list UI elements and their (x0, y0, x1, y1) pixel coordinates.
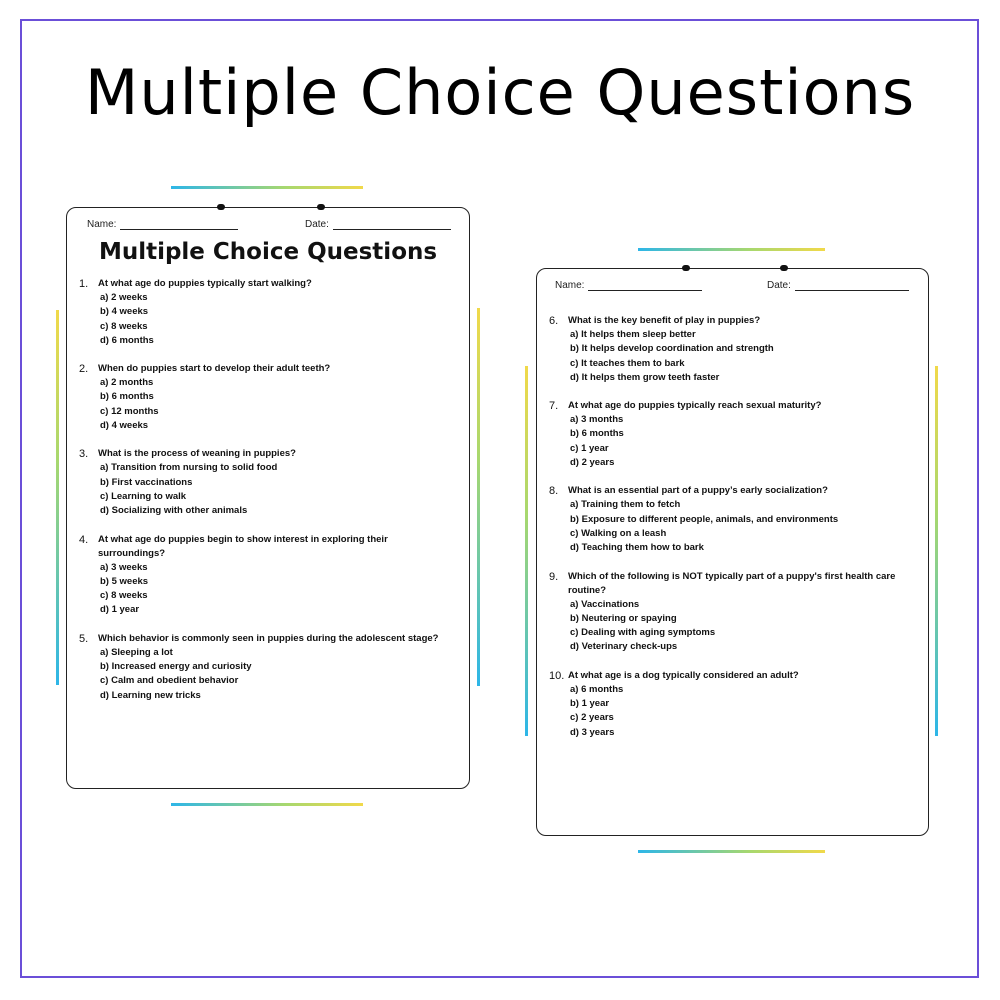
decor-line-left-inner (477, 308, 480, 686)
decor-line-right-inner (935, 366, 938, 736)
question-text: Which behavior is commonly seen in puppies during the adolescent stage? (98, 632, 439, 644)
answer-option: b) 5 weeks (100, 575, 149, 587)
question-number: 9. (549, 570, 559, 583)
page-title: Multiple Choice Questions (84, 56, 916, 129)
name-label: Name: (87, 219, 117, 230)
question-number: 3. (79, 448, 89, 461)
answer-option: c) Dealing with aging symptoms (570, 627, 716, 639)
decor-line-left-outer (56, 310, 59, 685)
question-item (79, 447, 455, 518)
question-number: 5. (79, 632, 89, 645)
question-text: At what age do puppies typically start walking? (98, 278, 312, 289)
answer-option: d) Socializing with other animals (100, 505, 248, 517)
binder-clip (682, 265, 690, 271)
name-blank (588, 280, 702, 291)
question-text: At what age is a dog typically considered an adult? (568, 669, 799, 681)
answer-option: a) 2 weeks (100, 292, 148, 303)
decor-line-right-outer (525, 366, 528, 736)
answer-option: b) Exposure to different people, animals, and environments (570, 513, 839, 525)
answer-option: b) It helps develop coordination and strength (570, 343, 774, 355)
question-item (549, 669, 914, 740)
answer-option: c) Walking on a leash (570, 527, 667, 539)
answer-option: b) First vaccinations (100, 476, 193, 488)
question-text: What is the process of weaning in puppies? (98, 448, 296, 460)
answer-option: b) Neutering or spaying (570, 612, 677, 624)
answer-option: c) It teaches them to bark (570, 357, 685, 369)
binder-clip (780, 265, 788, 271)
answer-option: c) 8 weeks (100, 320, 148, 332)
binder-clip (317, 204, 325, 210)
date-blank (333, 219, 451, 230)
answer-option: d) 3 years (570, 726, 615, 738)
question-item (549, 314, 914, 385)
worksheet-page-1 (66, 207, 470, 789)
answer-option: d) Veterinary check-ups (570, 641, 678, 653)
answer-option: c) 8 weeks (100, 590, 148, 602)
question-number: 6. (549, 315, 559, 327)
answer-option: a) Training them to fetch (570, 499, 681, 511)
answer-option: a) 3 months (570, 414, 624, 426)
decor-line-bottom-left (171, 803, 363, 806)
question-text: What is the key benefit of play in puppies? (568, 315, 761, 326)
date-label: Date: (305, 219, 329, 230)
date-blank (795, 280, 909, 291)
question-text: When do puppies start to develop their adult teeth? (98, 363, 331, 375)
answer-option: a) Vaccinations (570, 598, 640, 610)
answer-option: d) Learning new tricks (100, 689, 201, 701)
answer-option: c) Calm and obedient behavior (100, 675, 239, 687)
answer-option: a) It helps them sleep better (570, 329, 696, 340)
question-number: 7. (549, 400, 559, 413)
question-number: 10. (549, 669, 565, 682)
answer-option: b) Increased energy and curiosity (100, 661, 252, 673)
answer-option: a) 3 weeks (100, 561, 148, 573)
date-label: Date: (767, 280, 791, 291)
question-item (549, 570, 914, 655)
answer-option: a) Transition from nursing to solid food (100, 462, 278, 474)
answer-option: b) 4 weeks (100, 306, 149, 318)
answer-option: a) Sleeping a lot (100, 646, 173, 658)
answer-option: a) 6 months (570, 683, 624, 695)
question-list (549, 314, 914, 754)
question-number: 4. (79, 533, 89, 546)
answer-option: d) 6 months (100, 334, 154, 346)
binder-clip (217, 204, 225, 210)
answer-option: b) 6 months (570, 428, 624, 440)
answer-option: d) 2 years (570, 457, 615, 469)
name-label: Name: (555, 280, 585, 291)
question-item (549, 484, 914, 555)
worksheet-title: Multiple Choice Questions (98, 239, 438, 265)
answer-option: d) 1 year (100, 604, 140, 616)
question-item (79, 632, 455, 703)
question-item (79, 362, 455, 433)
question-item (79, 277, 455, 348)
question-number: 2. (79, 363, 89, 376)
decor-line-top-left (171, 186, 363, 189)
question-item (79, 533, 455, 618)
answer-option: d) It helps them grow teeth faster (570, 371, 720, 383)
question-item (549, 399, 914, 470)
answer-option: c) 2 years (570, 712, 614, 724)
question-number: 8. (549, 485, 559, 498)
decor-line-top-right (638, 248, 825, 251)
answer-option: a) 2 months (100, 377, 154, 389)
answer-option: c) 12 months (100, 405, 159, 417)
answer-option: c) Learning to walk (100, 490, 187, 502)
question-text: Which of the following is NOT typically part of a puppy's first health care routine? (568, 570, 896, 596)
worksheet-page-2 (536, 268, 929, 836)
answer-option: d) Teaching them how to bark (570, 542, 704, 554)
answer-option: d) 4 weeks (100, 420, 149, 432)
question-list (79, 277, 455, 717)
answer-option: b) 6 months (100, 391, 154, 403)
question-text: At what age do puppies begin to show interest in exploring their surroundings? (98, 533, 388, 559)
answer-option: c) 1 year (570, 442, 609, 454)
question-text: At what age do puppies typically reach sexual maturity? (568, 400, 822, 412)
decor-line-bottom-right (638, 850, 825, 853)
question-text: What is an essential part of a puppy’s early socialization? (568, 485, 828, 497)
answer-option: b) 1 year (570, 698, 610, 710)
name-blank (120, 219, 238, 230)
question-number: 1. (79, 278, 89, 290)
